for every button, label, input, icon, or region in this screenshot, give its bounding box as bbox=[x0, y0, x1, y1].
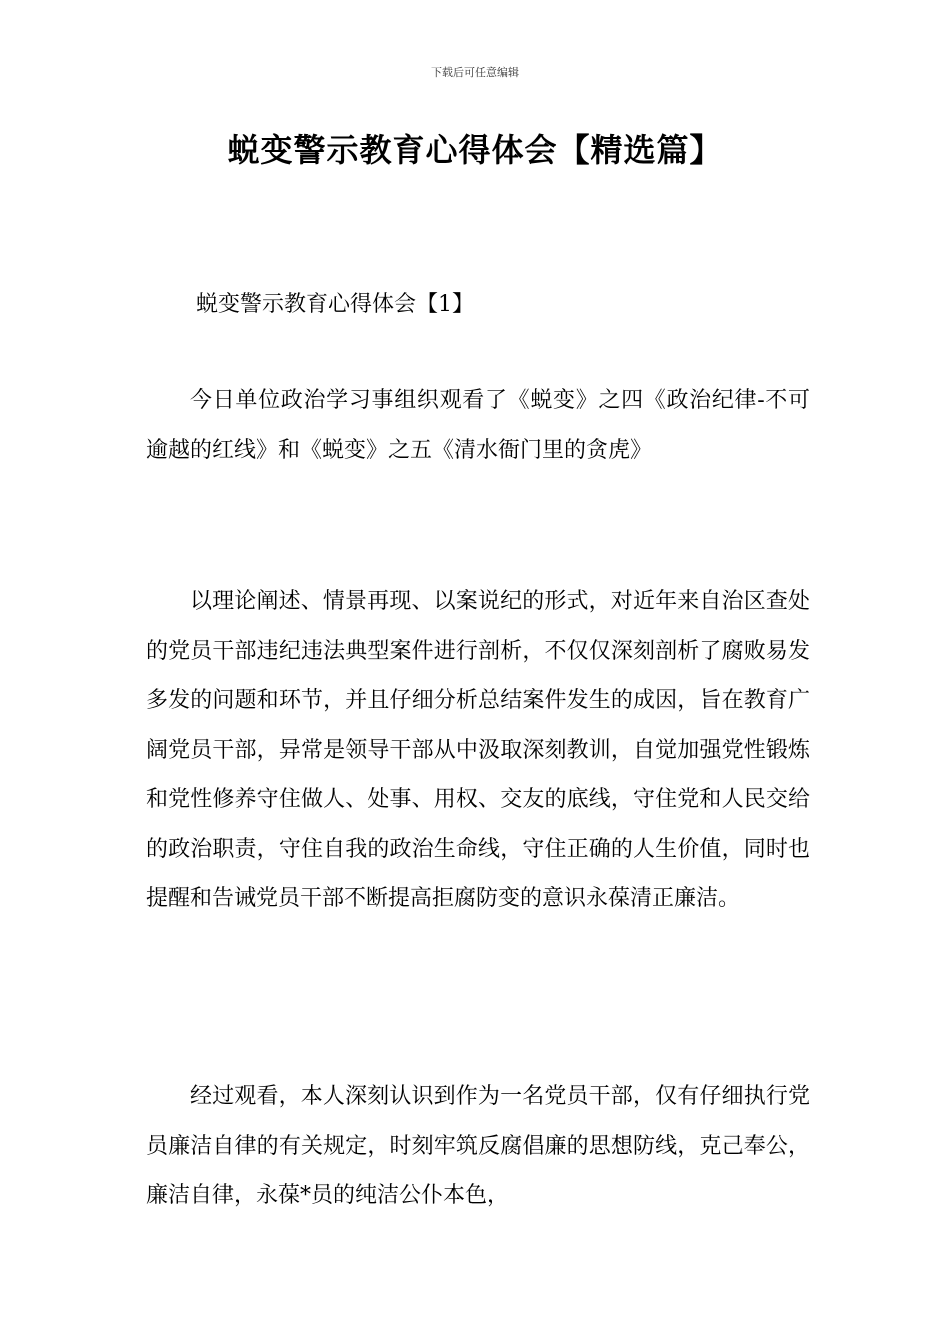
document-title: 蜕变警示教育心得体会【精选篇】 bbox=[227, 131, 723, 169]
section-subheading: 蜕变警示教育心得体会【1】 bbox=[196, 292, 474, 317]
paragraph-1: 今日单位政治学习事组织观看了《蜕变》之四《政治纪律-不可逾越的红线》和《蜕变》之五《清水衙门里的贪虎》 bbox=[146, 388, 810, 463]
header-note: 下载后可任意编辑 bbox=[431, 66, 519, 79]
paragraph-2: 以理论阐述、情景再现、以案说纪的形式，对近年来自治区查处的党员干部违纪违法典型案件进行剖析，不仅仅深刻剖析了腐败易发多发的问题和环节，并且仔细分析总结案件发生的成因，旨在教育广阔党员干部，异常是领导干部从中汲取深刻教训，自觉加强党性锻炼和党性修养守住做人、处事、用权、交友的底线，守住党和人民交给的政治职责，守住自我的政治生命线，守住正确的人生价值，同时也提醒和告诫党员干部不断提高拒腐防变的意识永葆清正廉洁。 bbox=[146, 589, 810, 911]
paragraph-3: 经过观看，本人深刻认识到作为一名党员干部，仅有仔细执行党员廉洁自律的有关规定，时刻牢筑反腐倡廉的思想防线，克己奉公，廉洁自律，永葆*员的纯洁公仆本色， bbox=[146, 1084, 810, 1208]
